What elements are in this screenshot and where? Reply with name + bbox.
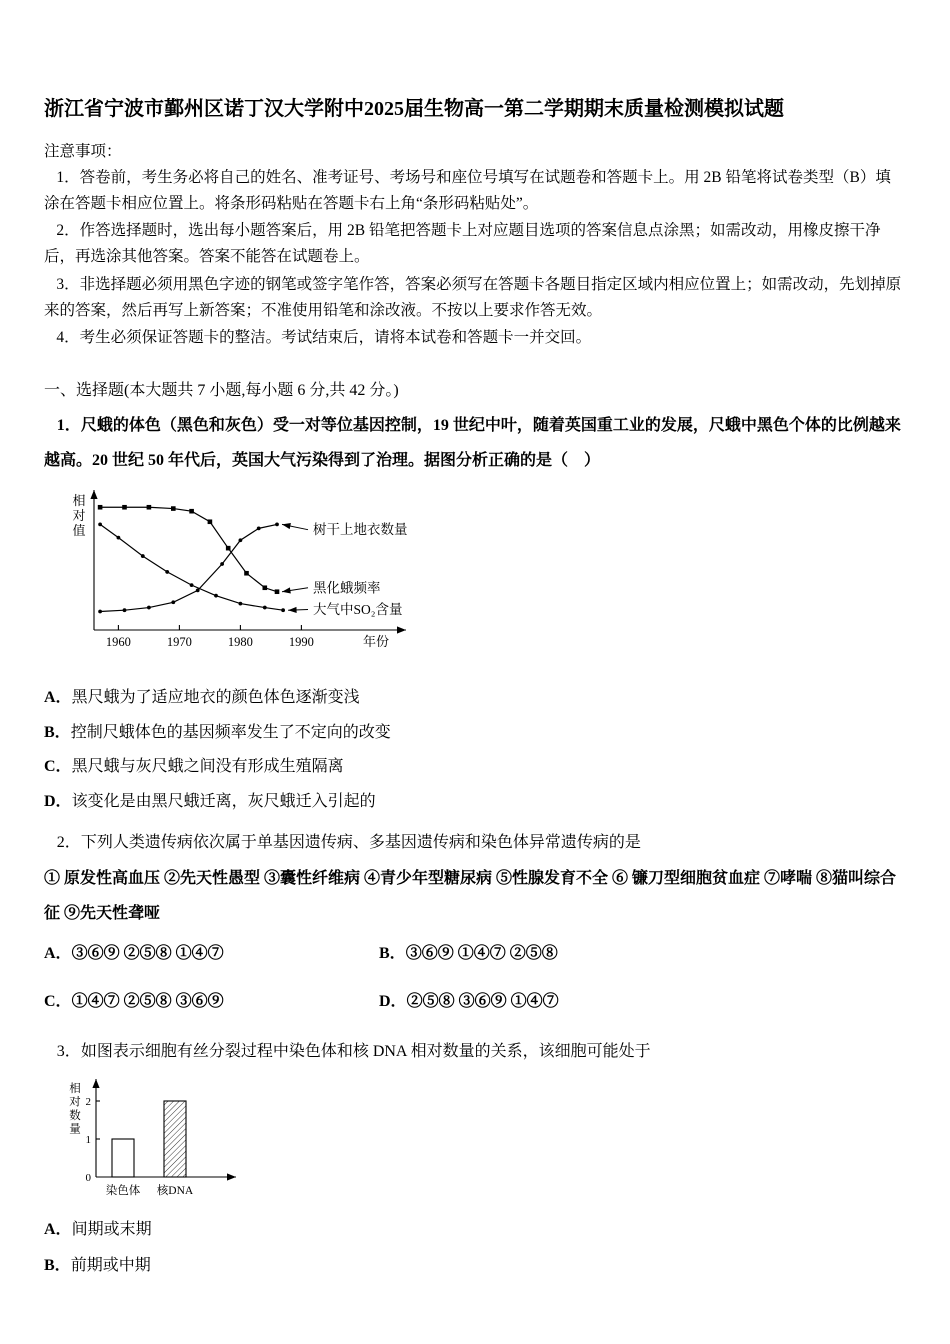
q3-chart [60,1073,906,1205]
option-text: 前期或中期 [70,1257,151,1275]
question-2-option [379,991,906,1013]
question-2-option [379,943,906,965]
question-2-number: 2． [56,833,81,851]
question-1-option [44,756,906,778]
question-1-stem [44,408,906,478]
svg-text:相: 相 [69,1082,81,1095]
option-text: 该变化是由黑尺蛾迁离，灰尺蛾迁入引起的 [71,792,376,810]
svg-text:0: 0 [85,1171,91,1184]
svg-text:对: 对 [69,1096,81,1109]
svg-text:值: 值 [72,523,86,539]
option-label: D． [44,792,72,810]
question-3-stem [44,1034,906,1069]
svg-text:1960: 1960 [105,635,131,650]
question-1 [44,408,906,813]
svg-text:量: 量 [69,1123,81,1136]
option-text: 控制尺蛾体色的基因频率发生了不定向的改变 [70,723,391,741]
notes-header: 注意事项： [44,143,122,160]
svg-text:2: 2 [85,1095,91,1108]
option-label: B． [44,723,71,741]
question-1-text: 尺蛾的体色（黑色和灰色）受一对等位基因控制，19 世纪中叶，随着英国重工业的发展，尺蛾中黑色个体的比例越来越高。20 世纪 50 年代后，英国大气污染得到了治理。据图分析正确的是（ ） [44,417,901,470]
option-text: ①④⑦ ②⑤⑧ ③⑥⑨ [71,993,224,1011]
option-label: A． [44,944,72,962]
note-item: 1．答卷前，考生务必将自己的姓名、准考证号、考场号和座位号填写在试题卷和答题卡上。用 2B 铅笔将试卷类型（B）填涂在答题卡相应位置上。将条形码粘贴在答题卡右上角“条形码粘贴处”。 [44,169,891,212]
page-title: 浙江省宁波市鄞州区诺丁汉大学附中2025届生物高一第二学期期末质量检测模拟试题 [44,98,784,120]
svg-text:1970: 1970 [166,635,192,650]
option-label: B． [44,1257,71,1275]
note-item: 2．作答选择题时，选出每小题答案后，用 2B 铅笔把答题卡上对应题目选项的答案信息点涂黑；如需改动，用橡皮擦干净后，再选涂其他答案。答案不能答在试题卷上。 [44,222,881,266]
question-3-option [44,1255,906,1277]
question-2-option [44,991,379,1013]
svg-text:相: 相 [72,493,86,509]
option-label: A． [44,689,72,707]
option-text: 黑尺蛾为了适应地衣的颜色体色逐渐变浅 [71,689,360,707]
option-label: B． [379,944,406,962]
q1-line-chart [60,482,490,657]
question-3-option [44,1219,906,1241]
question-2-text: 下列人类遗传病依次属于单基因遗传病、多基因遗传病和染色体异常遗传病的是 [80,833,641,851]
svg-text:1: 1 [85,1133,91,1146]
section-header: 一、选择题(本大题共 7 小题,每小题 6 分,共 42 分。) [44,382,399,400]
option-text: ③⑥⑨ ②⑤⑧ ①④⑦ [71,944,224,962]
question-3-text: 如图表示细胞有丝分裂过程中染色体和核 DNA 相对数量的关系，该细胞可能处于 [80,1042,651,1060]
option-text: 间期或末期 [71,1220,152,1238]
question-1-options [44,687,906,813]
option-label: D． [379,993,407,1011]
question-2-stem [44,825,906,860]
svg-text:染色体: 染色体 [105,1184,141,1197]
note-item: 3．非选择题必须用黑色字迹的钢笔或签字笔作答，答案必须写在答题卡各题目指定区域内相应位置上；如需改动，先划掉原来的答案，然后再写上新答案；不准使用铅笔和涂改液。不按以上要求作答无效。 [44,275,902,319]
svg-text:黑化蛾频率: 黑化蛾频率 [313,580,381,596]
option-label: C． [44,993,72,1011]
question-3-options [44,1219,906,1278]
svg-text:1980: 1980 [227,635,253,650]
question-1-number: 1． [56,417,81,435]
question-1-option [44,687,906,709]
option-label: A． [44,1220,72,1238]
q3-bar-chart [60,1073,270,1205]
option-text: 黑尺蛾与灰尺蛾之间没有形成生殖隔离 [71,758,344,776]
question-2 [44,825,906,1026]
q1-chart [60,482,906,657]
question-1-option [44,791,906,813]
svg-text:数: 数 [69,1109,81,1122]
svg-text:年份: 年份 [363,634,390,650]
question-2-disease-list: ① 原发性高血压 ②先天性愚型 ③囊性纤维病 ④青少年型糖尿病 ⑤性腺发育不全 ⑥ 镰刀型细胞贫血症 ⑦哮喘 ⑧猫叫综合征 ⑨先天性聋哑 [44,870,897,922]
question-2-option [44,943,379,965]
option-text: ③⑥⑨ ①④⑦ ②⑤⑧ [405,944,558,962]
note-item: 4．考生必须保证答题卡的整洁。考试结束后，请将本试卷和答题卡一并交回。 [56,329,592,347]
svg-text:大气中SO₂含量: 大气中SO₂含量 [313,602,403,618]
svg-text:核DNA: 核DNA [156,1184,194,1197]
question-1-option [44,722,906,744]
notes-list [44,165,906,351]
option-label: C． [44,758,72,776]
svg-text:1990: 1990 [288,635,314,650]
question-2-options [44,943,906,1026]
svg-text:树干上地衣数量: 树干上地衣数量 [313,522,408,538]
option-text: ②⑤⑧ ③⑥⑨ ①④⑦ [406,993,559,1011]
svg-text:对: 对 [72,508,86,524]
question-3-number: 3． [56,1042,81,1060]
question-3 [44,1034,906,1278]
